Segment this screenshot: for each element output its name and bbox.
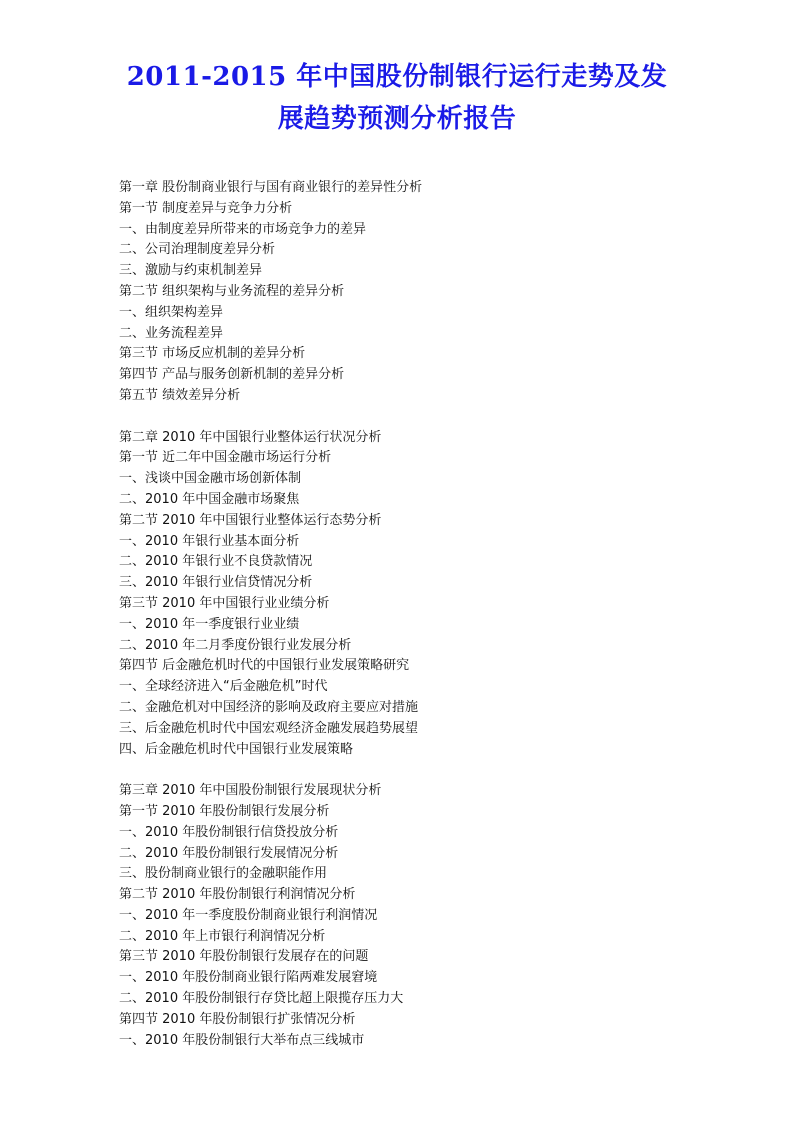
toc-item: 二、2010 年股份制银行发展情况分析 [119,845,339,861]
toc-item: 一、由制度差异所带来的市场竞争力的差异 [119,221,367,237]
section-heading: 第一节 制度差异与竞争力分析 [119,200,293,216]
section-heading: 第三节 市场反应机制的差异分析 [119,346,306,362]
title-line-2: 展趋势预测分析报告 [277,104,517,134]
toc-item: 一、组织架构差异 [119,304,224,320]
section-heading: 第四节 后金融危机时代的中国银行业发展策略研究 [119,658,410,674]
chapter-1-block [119,178,719,407]
toc-item: 二、2010 年银行业不良贷款情况 [119,554,313,570]
toc-item: 四、后金融危机时代中国银行业发展策略 [119,741,354,757]
section-heading: 第三节 2010 年中国银行业业绩分析 [119,595,330,611]
section-heading: 第五节 绩效差异分析 [119,387,241,403]
document-title [60,56,734,140]
title-line-1: 2011-2015 年中国股份制银行运行走势及发 [126,62,668,92]
toc-item: 一、2010 年股份制银行大举布点三线城市 [119,1032,365,1048]
toc-item: 一、2010 年股份制商业银行陷两难发展窘境 [119,970,378,986]
toc-item: 三、激励与约束机制差异 [119,263,263,279]
section-heading: 第一节 2010 年股份制银行发展分析 [119,803,330,819]
toc-item: 三、2010 年银行业信贷情况分析 [119,575,313,591]
toc-item: 一、全球经济进入“后金融危机”时代 [119,679,328,695]
chapter-heading: 第二章 2010 年中国银行业整体运行状况分析 [119,429,382,445]
toc-item: 一、2010 年银行业基本面分析 [119,533,300,549]
chapter-2-block [119,428,719,761]
toc-item: 一、2010 年股份制银行信贷投放分析 [119,824,339,840]
section-heading: 第二节 2010 年中国银行业整体运行态势分析 [119,512,382,528]
toc-item: 三、后金融危机时代中国宏观经济金融发展趋势展望 [119,720,419,736]
section-heading: 第四节 2010 年股份制银行扩张情况分析 [119,1011,356,1027]
toc-item: 三、股份制商业银行的金融职能作用 [119,866,328,882]
toc-item: 一、2010 年一季度银行业业绩 [119,616,300,632]
toc-item: 二、2010 年二月季度份银行业发展分析 [119,637,352,653]
section-heading: 第四节 产品与服务创新机制的差异分析 [119,367,345,383]
section-heading: 第二节 2010 年股份制银行利润情况分析 [119,887,356,903]
toc-item: 二、公司治理制度差异分析 [119,242,276,258]
section-heading: 第二节 组织架构与业务流程的差异分析 [119,283,345,299]
table-of-contents [119,178,719,1051]
toc-item: 一、浅谈中国金融市场创新体制 [119,471,302,487]
toc-item: 二、2010 年股份制银行存贷比超上限揽存压力大 [119,991,404,1007]
section-heading: 第三节 2010 年股份制银行发展存在的问题 [119,949,369,965]
toc-item: 二、2010 年上市银行利润情况分析 [119,928,326,944]
toc-item: 二、2010 年中国金融市场聚焦 [119,491,300,507]
toc-item: 二、金融危机对中国经济的影响及政府主要应对措施 [119,699,419,715]
section-heading: 第一节 近二年中国金融市场运行分析 [119,450,332,466]
chapter-heading: 第三章 2010 年中国股份制银行发展现状分析 [119,783,382,799]
toc-item: 一、2010 年一季度股份制商业银行利润情况 [119,907,378,923]
chapter-spacer [119,760,719,781]
chapter-heading: 第一章 股份制商业银行与国有商业银行的差异性分析 [119,180,423,195]
chapter-3-block [119,781,719,1051]
chapter-spacer [119,407,719,428]
toc-item: 二、业务流程差异 [119,325,224,341]
